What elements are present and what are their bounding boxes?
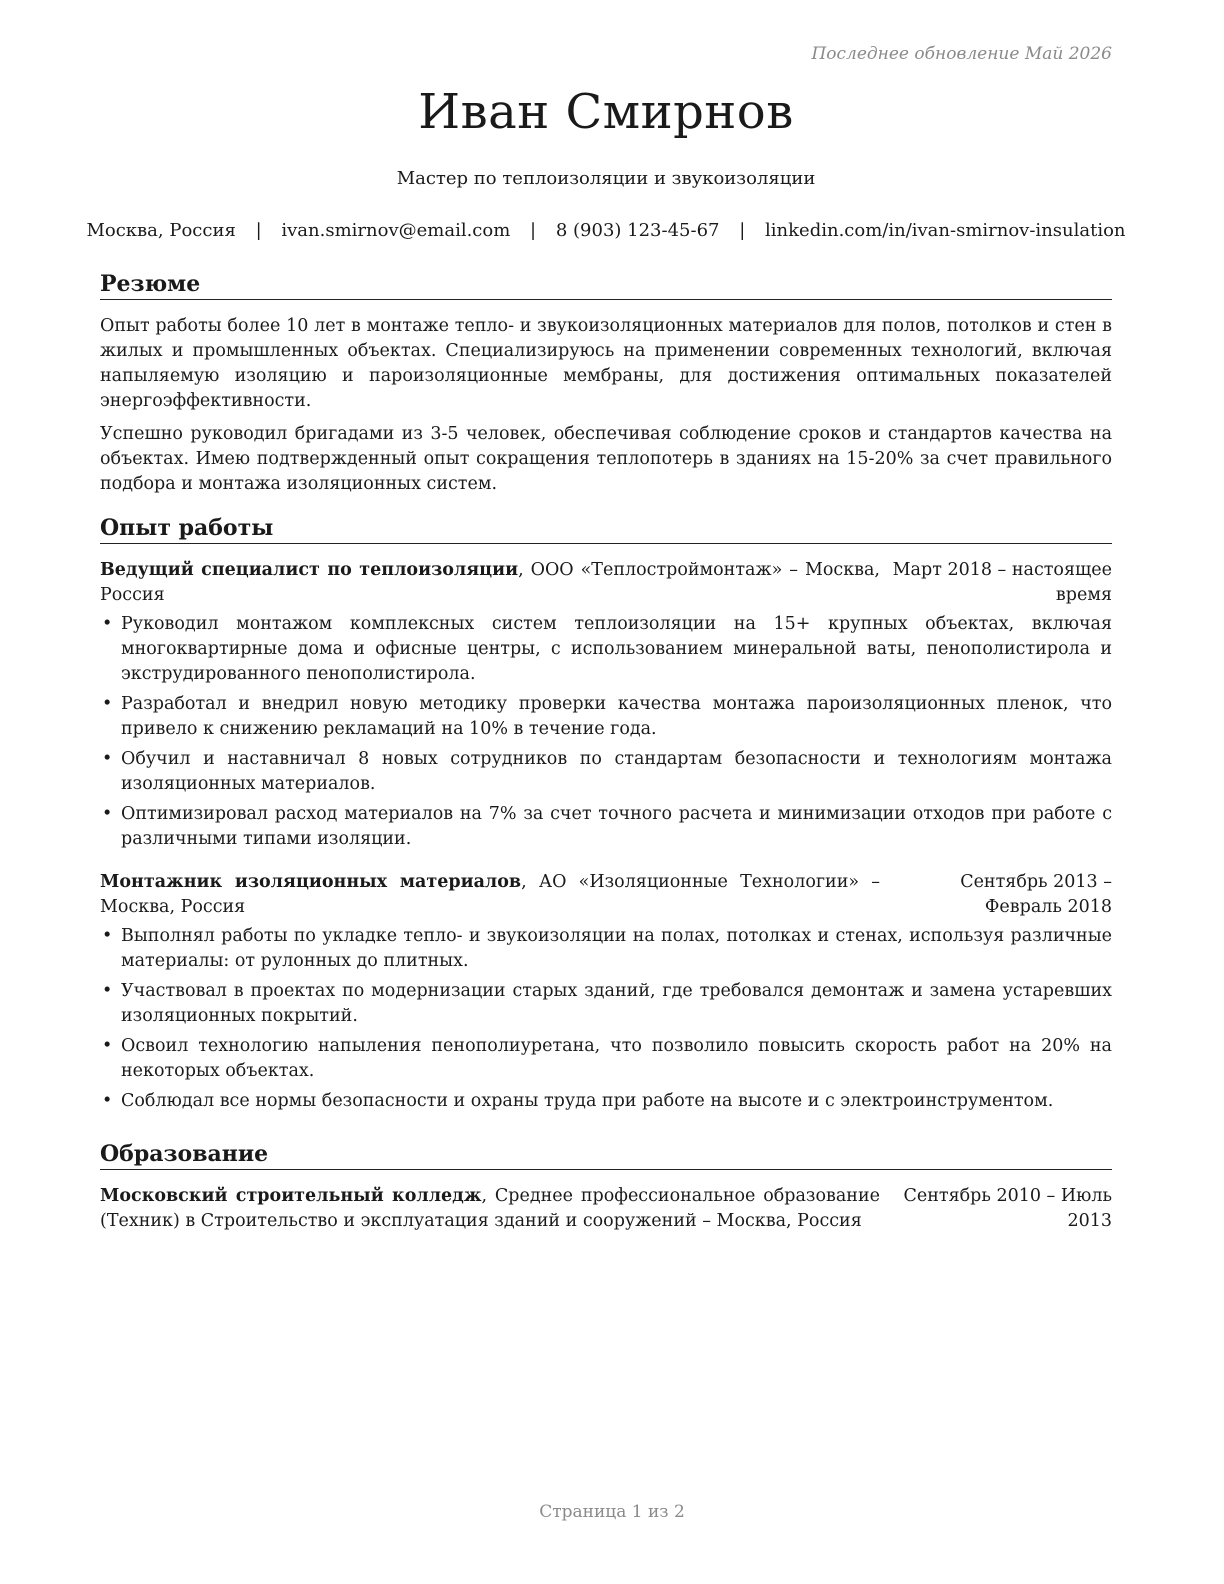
job-info <box>100 558 880 608</box>
bullet-text: Освоил технологию напыления пенополиуретана, что позволило повысить скорость работ на 20% на некоторых объектах. <box>121 1036 1112 1081</box>
resume-page <box>86 0 1126 1584</box>
candidate-name: Иван Смирнов <box>418 84 794 140</box>
job-header <box>100 558 1112 608</box>
job-company: , АО «Изоляционные Технологии» – Москва, Россия <box>100 872 881 917</box>
bullet-icon: • <box>102 1091 113 1111</box>
bullet-text: Выполнял работы по укладке тепло- и звукоизоляции на полах, потолках и стенах, используя различные материалы: от рулонных до плитных. <box>121 926 1112 971</box>
list-item <box>100 747 1112 797</box>
summary-section <box>100 270 1112 497</box>
contact-location: Москва, Россия <box>86 220 236 241</box>
list-item <box>100 1034 1112 1084</box>
job-dates: Сентябрь 2013 – Февраль 2018 <box>960 872 1112 917</box>
summary-paragraph: Опыт работы более 10 лет в монтаже тепло- и звукоизоляционных материалов для полов, потолков и стен в жилых и промышленных объектах. Специализируюсь на применении современных технологий, включая напыляемую изоляцию и пароизоляционные мембраны, для достижения оптимальных показателей энергоэффективности. <box>100 316 1112 411</box>
page-number: Страница 1 из 2 <box>539 1502 685 1522</box>
contact-separator: | <box>739 220 746 241</box>
section-heading: Опыт работы <box>100 514 1112 544</box>
job-info <box>100 870 880 920</box>
bullet-icon: • <box>102 749 113 769</box>
experience-section <box>100 514 1112 1119</box>
bullet-icon: • <box>102 804 113 824</box>
candidate-title: Мастер по теплоизоляции и звукоизоляции <box>396 168 816 189</box>
bullet-icon: • <box>102 694 113 714</box>
job-position: Ведущий специалист по теплоизоляции <box>100 560 519 580</box>
bullet-icon: • <box>102 981 113 1001</box>
bullet-text: Соблюдал все нормы безопасности и охраны труда при работе на высоте и с электроинструментом. <box>121 1091 1054 1111</box>
section-heading: Резюме <box>100 270 1112 300</box>
contact-line <box>80 220 1132 241</box>
bullet-icon: • <box>102 614 113 634</box>
bullet-text: Обучил и наставничал 8 новых сотрудников по стандартам безопасности и технологиям монтажа изоляционных материалов. <box>121 749 1112 794</box>
last-updated: Последнее обновление Май 2026 <box>811 44 1112 64</box>
contact-phone[interactable]: 8 (903) 123-45-67 <box>555 220 720 241</box>
job-entry <box>100 870 1112 1114</box>
list-item <box>100 612 1112 687</box>
summary-paragraph: Успешно руководил бригадами из 3-5 человек, обеспечивая соблюдение сроков и стандартов качества на объектах. Имею подтвержденный опыт сокращения теплопотерь в зданиях на 15-20% за счет правильного подбора и монтажа изоляционных систем. <box>100 424 1112 494</box>
education-details: , Среднее профессиональное образование (Техник) в Строительство и эксплуатация зданий и сооружений – Москва, Россия <box>100 1186 880 1231</box>
bullet-icon: • <box>102 1036 113 1056</box>
education-school: Московский строительный колледж <box>100 1186 482 1206</box>
job-position: Монтажник изоляционных материалов <box>100 872 522 892</box>
list-item <box>100 1089 1112 1114</box>
section-heading: Образование <box>100 1140 1112 1170</box>
bullet-text: Разработал и внедрил новую методику проверки качества монтажа пароизоляционных пленок, что привело к снижению рекламаций на 10% в течение года. <box>121 694 1112 739</box>
bullet-text: Оптимизировал расход материалов на 7% за счет точного расчета и минимизации отходов при работе с различными типами изоляции. <box>121 804 1112 849</box>
list-item <box>100 692 1112 742</box>
bullet-text: Участвовал в проектах по модернизации старых зданий, где требовался демонтаж и замена устаревших изоляционных покрытий. <box>121 981 1112 1026</box>
contact-email[interactable]: ivan.smirnov@email.com <box>281 220 511 241</box>
list-item <box>100 979 1112 1029</box>
contact-linkedin[interactable]: linkedin.com/in/ivan-smirnov-insulation <box>765 220 1126 241</box>
job-bullets <box>100 924 1112 1114</box>
education-info <box>100 1184 880 1234</box>
list-item <box>100 924 1112 974</box>
job-header <box>100 870 1112 920</box>
bullet-icon: • <box>102 926 113 946</box>
job-dates: Март 2018 – настоящее время <box>892 560 1112 605</box>
education-section <box>100 1140 1112 1234</box>
list-item <box>100 802 1112 852</box>
bullet-text: Руководил монтажом комплексных систем теплоизоляции на 15+ крупных объектах, включая многоквартирные дома и офисные центры, с использованием минеральной ваты, пенополистирола и экструдированного пенополистирола. <box>121 614 1112 684</box>
job-entry <box>100 558 1112 852</box>
job-bullets <box>100 612 1112 852</box>
education-dates: Сентябрь 2010 – Июль 2013 <box>903 1186 1112 1231</box>
education-header <box>100 1184 1112 1234</box>
job-company: , ООО «Теплостроймонтаж» – Москва, Россия <box>100 560 880 605</box>
contact-separator: | <box>255 220 262 241</box>
contact-separator: | <box>530 220 537 241</box>
